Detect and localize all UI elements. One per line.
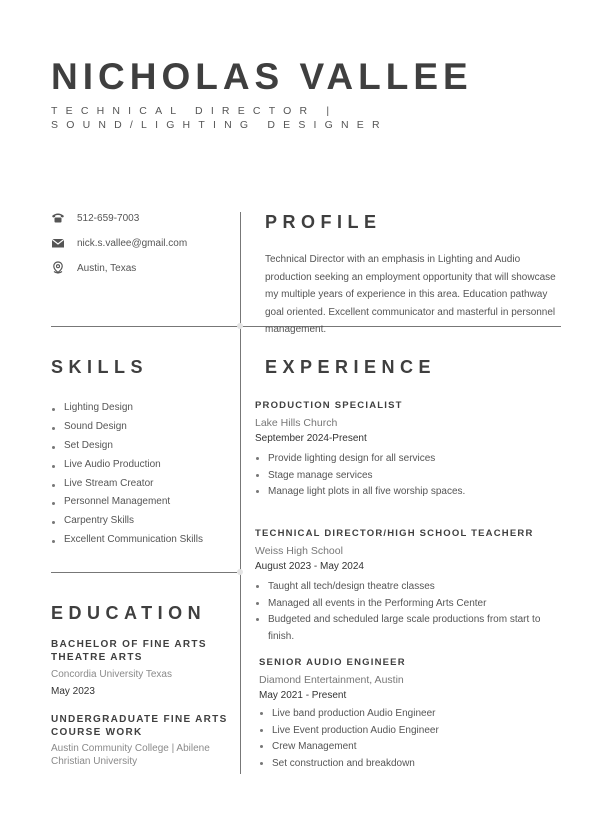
skill-item: Excellent Communication Skills xyxy=(51,534,231,553)
job-duty: Manage light plots in all five worship spaces. xyxy=(255,484,555,501)
skill-item: Sound Design xyxy=(51,421,231,440)
experience-heading: EXPERIENCE xyxy=(265,357,437,377)
job-dates: September 2024-Present xyxy=(255,433,367,444)
job-duties xyxy=(259,706,549,773)
job-organization: Weiss High School xyxy=(255,545,343,557)
email-text: nick.s.vallee@gmail.com xyxy=(77,237,188,249)
job-entry xyxy=(255,400,555,501)
job-entry xyxy=(259,657,549,773)
job-title: PRODUCTION SPECIALIST xyxy=(255,400,403,411)
phone-icon xyxy=(51,211,65,225)
contact-email xyxy=(51,236,187,250)
job-duty: Budgeted and scheduled large scale productions from start to finish. xyxy=(255,612,545,645)
skill-item: Personnel Management xyxy=(51,496,231,515)
skill-item: Live Stream Creator xyxy=(51,478,231,497)
education-date: May 2023 xyxy=(51,686,95,697)
column-divider xyxy=(240,212,241,774)
education-entry xyxy=(51,638,231,697)
job-duty: Set construction and breakdown xyxy=(259,756,549,773)
section-divider-left xyxy=(51,572,237,573)
location-text: Austin, Texas xyxy=(77,262,137,274)
profile-heading: PROFILE xyxy=(265,212,382,232)
job-duty: Taught all tech/design theatre classes xyxy=(255,579,545,596)
job-organization: Diamond Entertainment, Austin xyxy=(259,674,404,686)
job-duty: Managed all events in the Performing Arts Center xyxy=(255,596,545,613)
school-name: Austin Community College | Abilene Christian University xyxy=(51,743,210,767)
job-duty: Provide lighting design for all services xyxy=(255,451,555,468)
job-duty: Live Event production Audio Engineer xyxy=(259,723,549,740)
degree-title: UNDERGRADUATE FINE ARTS COURSE WORK xyxy=(51,714,228,738)
job-title: TECHNICAL DIRECTOR/HIGH SCHOOL TEACHERR xyxy=(255,528,534,539)
school-name: Concordia University Texas xyxy=(51,669,172,680)
envelope-icon xyxy=(51,236,65,250)
education-heading: EDUCATION xyxy=(51,603,207,623)
job-duty: Stage manage services xyxy=(255,468,555,485)
job-title: SENIOR AUDIO ENGINEER xyxy=(259,657,406,668)
contact-phone xyxy=(51,211,139,225)
skills-list xyxy=(51,402,231,553)
contact-location xyxy=(51,261,136,275)
job-entry xyxy=(255,528,545,646)
resume-subtitle: TECHNICAL DIRECTOR | SOUND/LIGHTING DESIGNER xyxy=(51,105,388,131)
education-entry xyxy=(51,713,231,768)
resume-name: NICHOLAS VALLEE xyxy=(51,56,473,97)
job-duties xyxy=(255,579,545,646)
job-dates: August 2023 - May 2024 xyxy=(255,561,364,572)
profile-text: Technical Director with an emphasis in Lighting and Audio production seeking an employment opportunity that will showcase my multiple years of experience in this area. Education pathway goal oriented. Excellent communicator and masterful in personnel management. xyxy=(265,254,556,335)
divider-dot xyxy=(237,323,243,329)
job-duties xyxy=(255,451,555,501)
skill-item: Carpentry Skills xyxy=(51,515,231,534)
skill-item: Set Design xyxy=(51,440,231,459)
job-organization: Lake Hills Church xyxy=(255,417,338,429)
job-dates: May 2021 - Present xyxy=(259,690,347,701)
phone-text: 512-659-7003 xyxy=(77,212,140,224)
divider-dot xyxy=(237,569,243,575)
skill-item: Live Audio Production xyxy=(51,459,231,478)
job-duty: Live band production Audio Engineer xyxy=(259,706,549,723)
skills-heading: SKILLS xyxy=(51,357,149,377)
degree-title: BACHELOR OF FINE ARTS THEATRE ARTS xyxy=(51,639,207,663)
job-duty: Crew Management xyxy=(259,739,549,756)
skill-item: Lighting Design xyxy=(51,402,231,421)
location-pin-icon xyxy=(51,261,65,275)
